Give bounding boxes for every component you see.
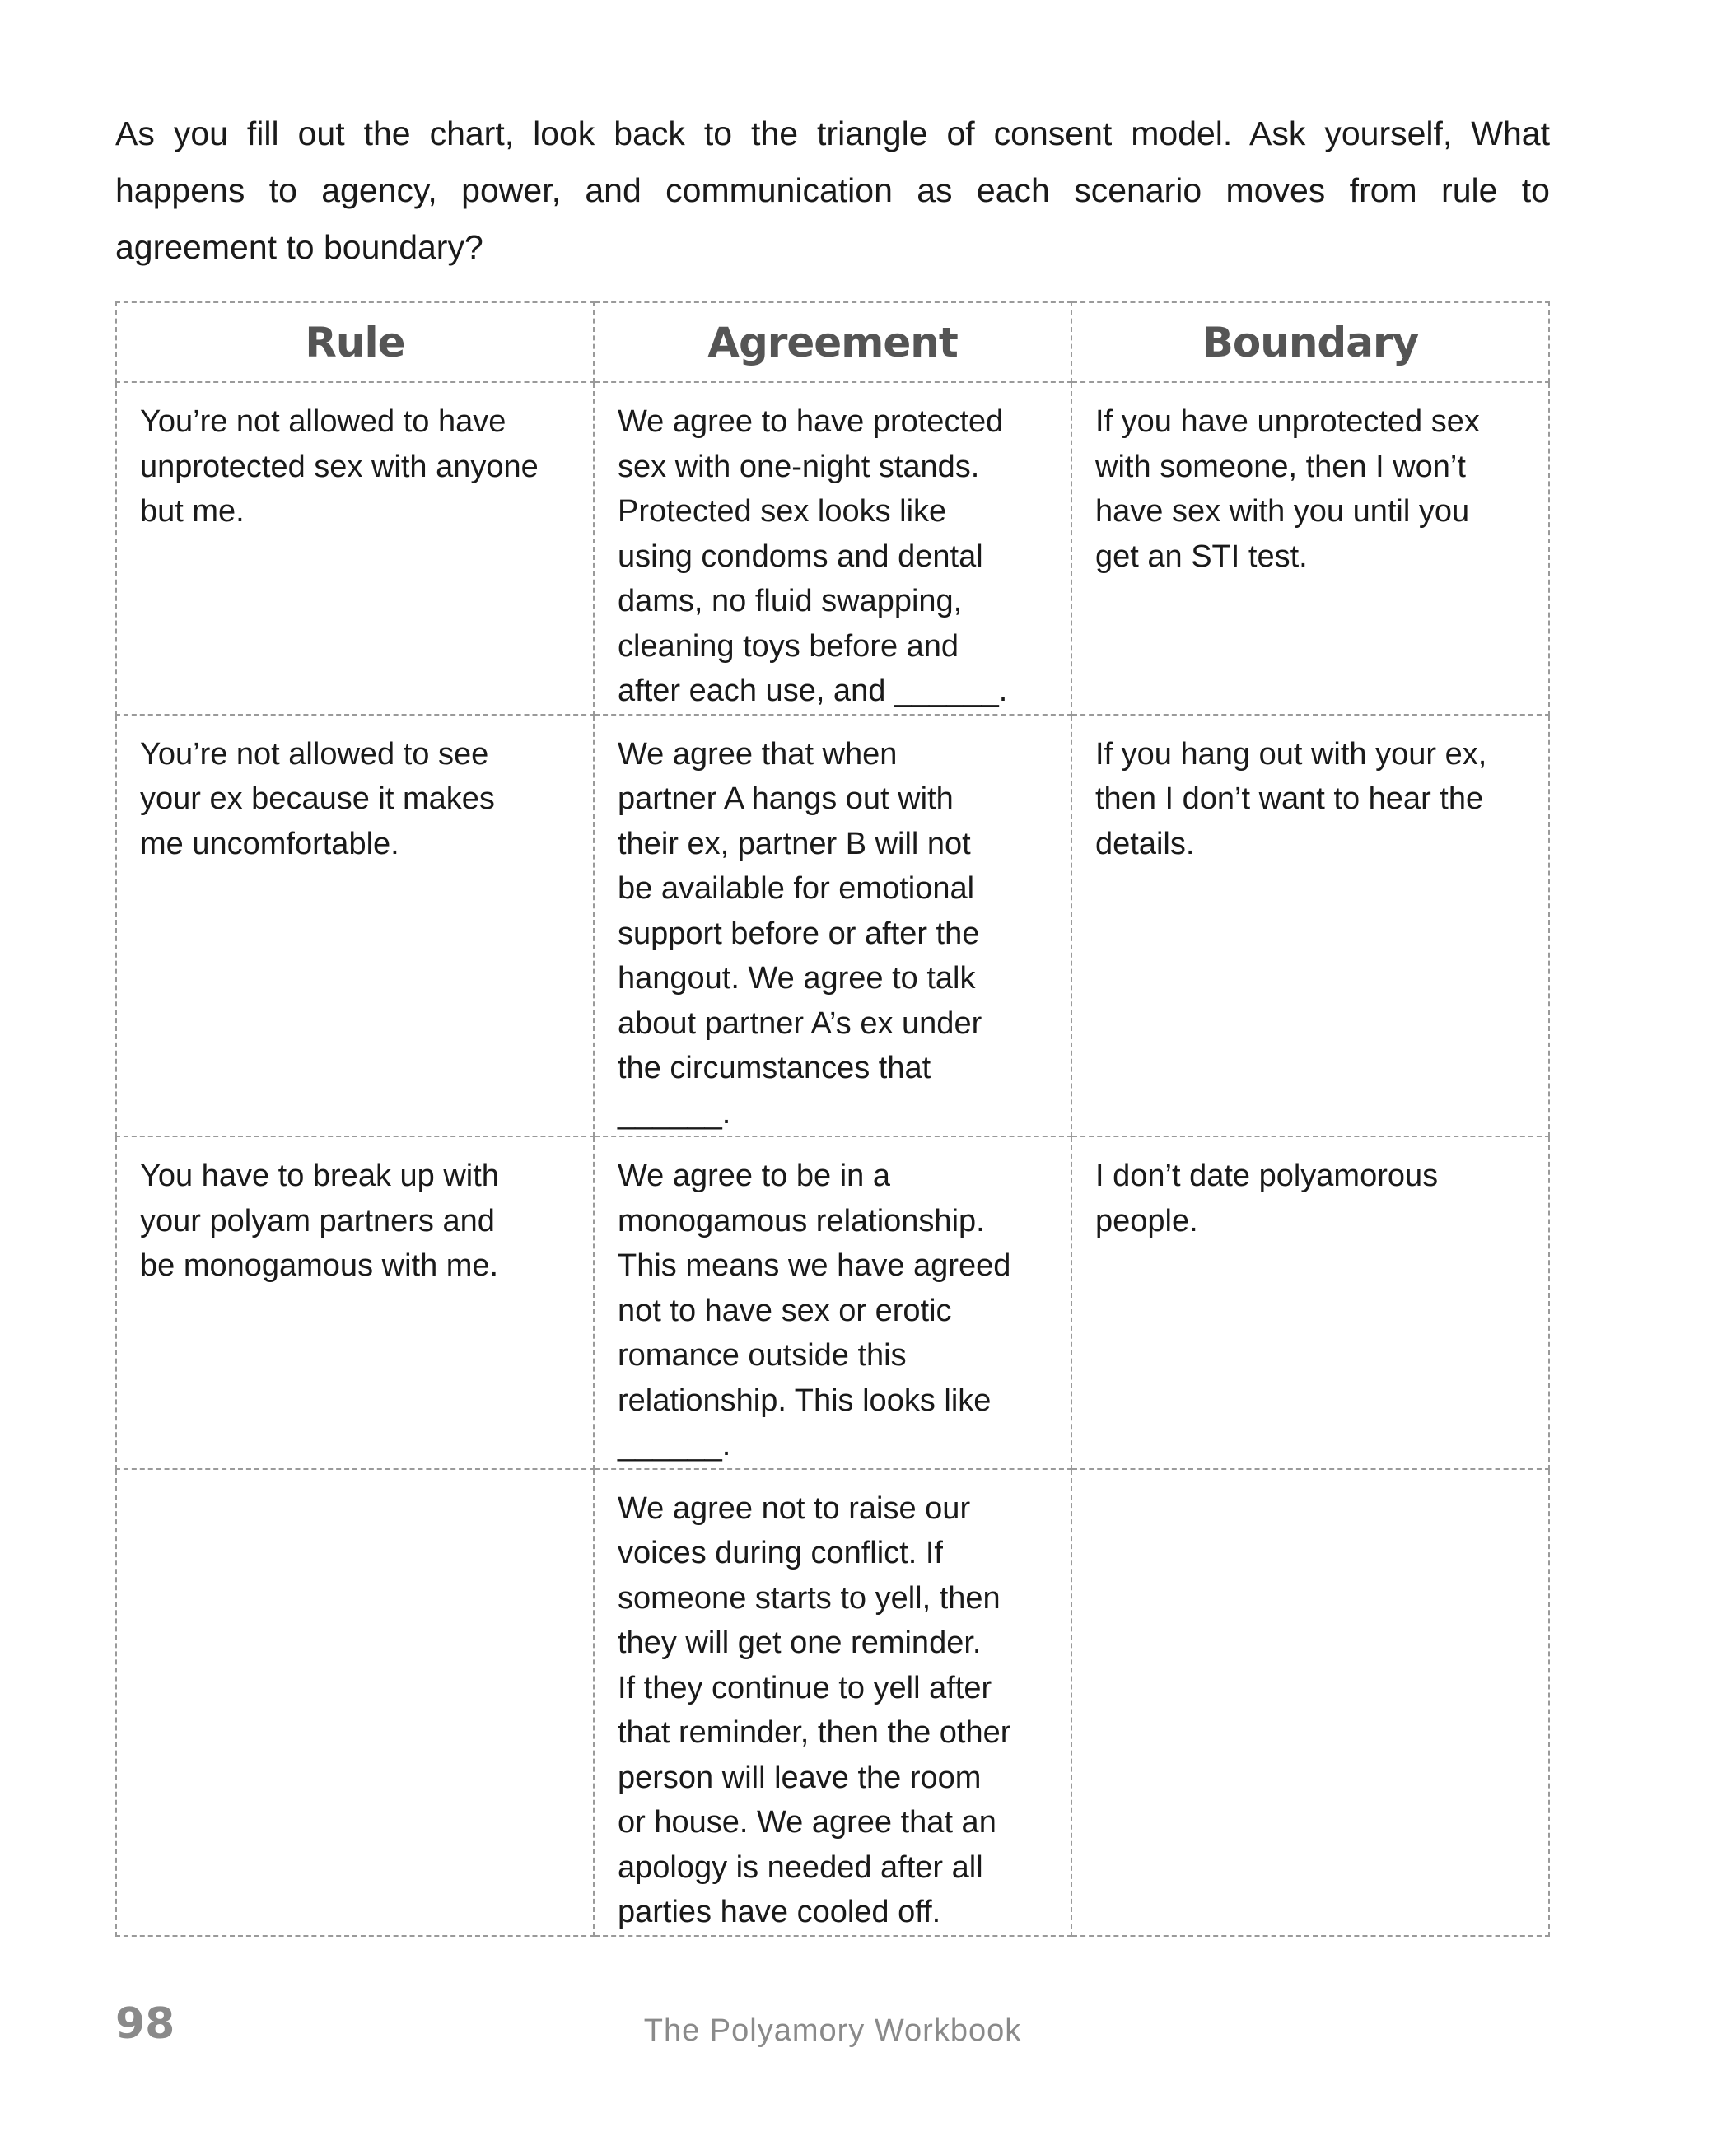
cell-line: or house. We agree that an bbox=[618, 1805, 996, 1840]
cell-line: be monogamous with me. bbox=[140, 1248, 499, 1283]
cell-line: with someone, then I won’t bbox=[1095, 449, 1466, 484]
cell-rule bbox=[116, 715, 594, 1137]
table-header-row bbox=[116, 302, 1549, 382]
cell-line: me uncomfortable. bbox=[140, 826, 399, 861]
cell-line: hangout. We agree to talk bbox=[618, 961, 976, 996]
cell-line: Protected sex looks like bbox=[618, 494, 947, 529]
cell-rule bbox=[116, 1136, 594, 1469]
header-agreement: Agreement bbox=[594, 302, 1071, 382]
cell-line: dams, no fluid swapping, bbox=[618, 584, 963, 618]
intro-line: agreement to boundary? bbox=[115, 228, 483, 266]
cell-line: then I don’t want to hear the bbox=[1095, 781, 1484, 816]
cell-boundary bbox=[1071, 1136, 1549, 1469]
header-boundary: Boundary bbox=[1071, 302, 1549, 382]
table-row bbox=[116, 1469, 1549, 1936]
cell-line: after each use, and ______. bbox=[618, 674, 1008, 708]
table-row bbox=[116, 1136, 1549, 1469]
cell-line: about partner A’s ex under bbox=[618, 1005, 982, 1041]
cell-line: but me. bbox=[140, 494, 245, 529]
book-title: The Polyamory Workbook bbox=[643, 2013, 1022, 2048]
intro-line: As you fill out the chart, look back to the triangle of consent model. Ask yourself, What bbox=[115, 114, 1550, 152]
cell-agreement bbox=[594, 1136, 1071, 1469]
cell-line: person will leave the room bbox=[618, 1760, 982, 1795]
cell-line: voices during conflict. If bbox=[618, 1536, 943, 1570]
cell-line: your polyam partners and bbox=[140, 1203, 495, 1238]
cell-line: the circumstances that bbox=[618, 1051, 931, 1085]
cell-line: relationship. This looks like bbox=[618, 1383, 992, 1418]
cell-line: If they continue to yell after bbox=[618, 1670, 992, 1705]
cell-line: your ex because it makes bbox=[140, 781, 495, 816]
cell-line: We agree that when bbox=[618, 736, 898, 772]
cell-line: We agree to be in a bbox=[618, 1159, 890, 1193]
cell-line: You’re not allowed to have bbox=[140, 404, 506, 439]
cell-line: someone starts to yell, then bbox=[618, 1580, 1001, 1616]
cell-line: partner A hangs out with bbox=[618, 781, 954, 816]
cell-rule bbox=[116, 382, 594, 715]
cell-line: monogamous relationship. bbox=[618, 1203, 985, 1238]
cell-line: If you hang out with your ex, bbox=[1095, 736, 1487, 772]
cell-line: You’re not allowed to see bbox=[140, 736, 489, 772]
cell-line: This means we have agreed bbox=[618, 1248, 1011, 1283]
cell-line: sex with one-night stands. bbox=[618, 449, 980, 484]
cell-line: You have to break up with bbox=[140, 1159, 499, 1193]
cell-line: details. bbox=[1095, 826, 1195, 861]
header-rule: Rule bbox=[116, 302, 594, 382]
cell-line: have sex with you until you bbox=[1095, 494, 1470, 529]
cell-line: If you have unprotected sex bbox=[1095, 404, 1480, 439]
cell-rule bbox=[116, 1469, 594, 1936]
cell-line: apology is needed after all bbox=[618, 1849, 983, 1885]
cell-agreement bbox=[594, 1469, 1071, 1936]
cell-line: cleaning toys before and bbox=[618, 628, 959, 664]
cell-boundary bbox=[1071, 715, 1549, 1137]
cell-line: romance outside this bbox=[618, 1338, 907, 1373]
cell-line: people. bbox=[1095, 1203, 1198, 1238]
cell-line: not to have sex or erotic bbox=[618, 1293, 952, 1328]
table-row bbox=[116, 715, 1549, 1137]
cell-boundary bbox=[1071, 1469, 1549, 1936]
cell-boundary bbox=[1071, 382, 1549, 715]
cell-line: parties have cooled off. bbox=[618, 1895, 941, 1929]
cell-line: unprotected sex with anyone bbox=[140, 449, 539, 484]
cell-line: ______. bbox=[618, 1428, 731, 1462]
cell-agreement bbox=[594, 715, 1071, 1137]
cell-line: using condoms and dental bbox=[618, 539, 983, 574]
cell-line: ______. bbox=[618, 1095, 731, 1131]
cell-line: their ex, partner B will not bbox=[618, 826, 971, 861]
table-row bbox=[116, 382, 1549, 715]
cell-line: they will get one reminder. bbox=[618, 1626, 982, 1660]
cell-line: We agree not to raise our bbox=[618, 1490, 971, 1526]
cell-line: support before or after the bbox=[618, 916, 980, 951]
intro-paragraph bbox=[115, 105, 1550, 276]
cell-line: We agree to have protected bbox=[618, 404, 1004, 439]
cell-agreement bbox=[594, 382, 1071, 715]
intro-line: happens to agency, power, and communication as each scenario moves from rule to bbox=[115, 171, 1550, 209]
cell-line: be available for emotional bbox=[618, 871, 975, 906]
cell-line: I don’t date polyamorous bbox=[1095, 1159, 1439, 1193]
cell-line: get an STI test. bbox=[1095, 539, 1308, 574]
rule-agreement-boundary-table bbox=[115, 301, 1550, 1937]
cell-line: that reminder, then the other bbox=[618, 1715, 1011, 1750]
page-number: 98 bbox=[115, 1999, 175, 2049]
